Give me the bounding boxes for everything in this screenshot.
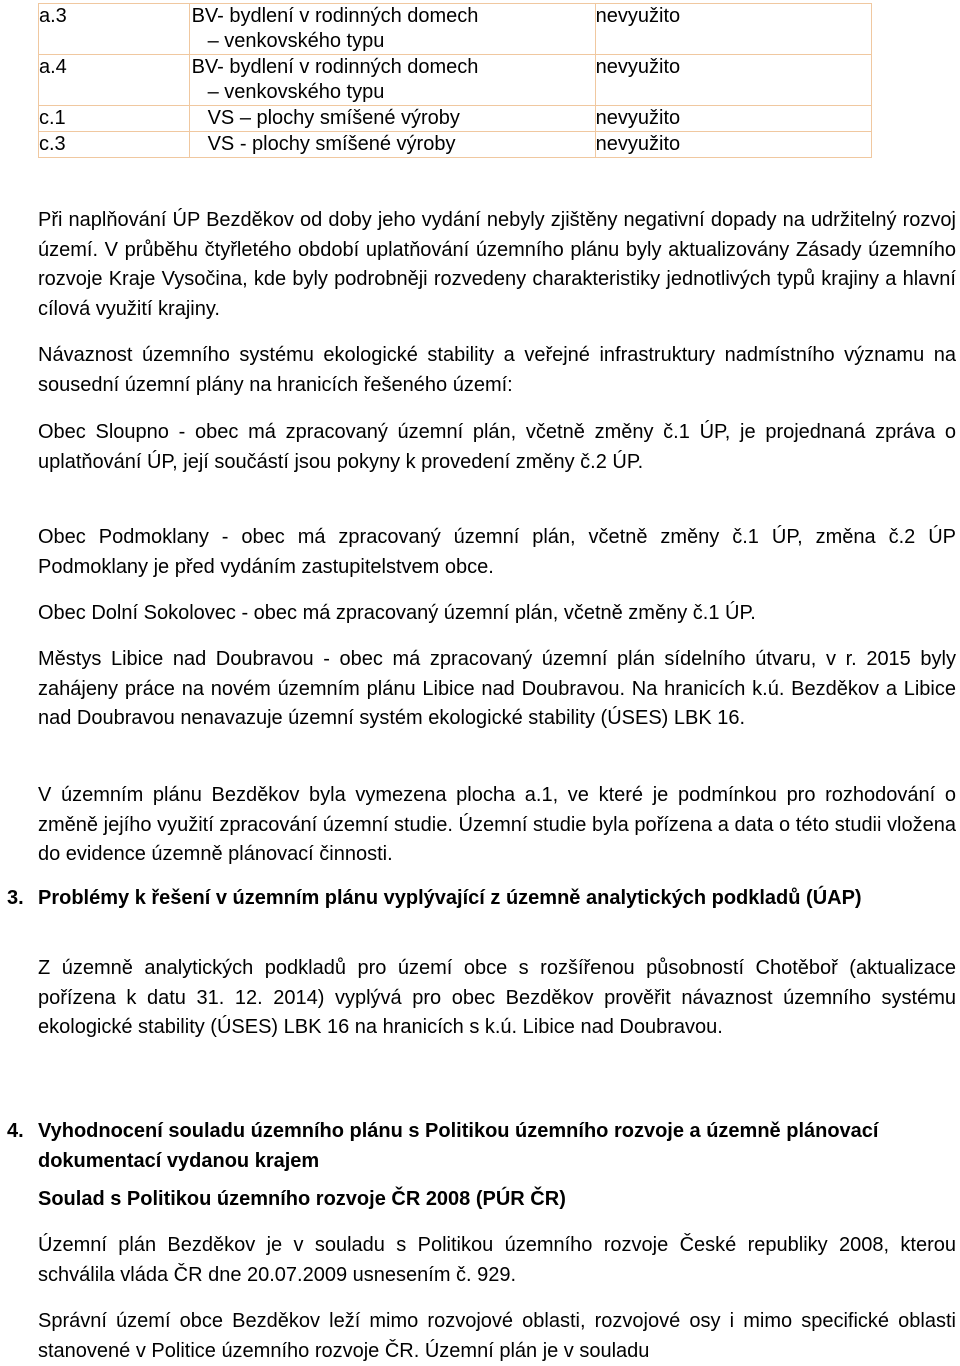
area-name-line1: BV- bydlení v rodinných domech <box>191 5 479 27</box>
table-row <box>39 106 872 132</box>
area-status <box>595 55 871 106</box>
area-code: c.1 <box>39 106 190 132</box>
area-name-line2: – venkovského typu <box>207 81 385 103</box>
paragraph-impacts: Při naplňování ÚP Bezděkov od doby jeho vydání nebyly zjištěny negativní dopady na udržitelný rozvoj území. V průběhu čtyřletého období uplatňování územního plánu byly aktualizovány Zásady územního rozvoje Kraje Vysočina, kde byly podrobněji rozvedeny charakteristiky jednotlivých typů krajiny a hlavní cílová využití krajiny. <box>38 209 956 320</box>
section-4-subheading: Soulad s Politikou územního rozvoje ČR 2008 (PÚR ČR) <box>38 1188 566 1210</box>
paragraph-dolni-sokolovec: Obec Dolní Sokolovec - obec má zpracovaný územní plán, včetně změny č.1 ÚP. <box>38 602 756 624</box>
area-status-text: nevyužito <box>595 56 681 78</box>
area-code: a.3 <box>39 4 190 55</box>
area-name-line1: VS – plochy smíšené výroby <box>207 107 460 129</box>
paragraph-podmoklany: Obec Podmoklany - obec má zpracovaný územní plán, včetně změny č.1 ÚP, změna č.2 ÚP Podmoklany je před vydáním zastupitelstvem obce. <box>38 526 956 578</box>
area-status <box>595 132 871 158</box>
table-row <box>39 55 872 106</box>
area-name-line1: VS - plochy smíšené výroby <box>207 133 456 155</box>
paragraph-continuity: Návaznost územního systému ekologické stability a veřejné infrastruktury nadmístního významu na sousední územní plány na hranicích řešeného území: <box>38 344 956 396</box>
paragraph-sloupno: Obec Sloupno - obec má zpracovaný územní plán, včetně změny č.1 ÚP, je projednaná zpráva o uplatňování ÚP, její součástí jsou pokyny k provedení změny č.2 ÚP. <box>38 421 956 473</box>
section-4-number: 4. <box>7 1120 24 1142</box>
area-status-text: nevyužito <box>595 133 681 155</box>
area-status <box>595 106 871 132</box>
table-row <box>39 4 872 55</box>
section-4-text-2: Správní území obce Bezděkov leží mimo rozvojové oblasti, rozvojové osy i mimo specifické oblasti stanovené v Politice územního rozvoje ČR. Územní plán je v souladu <box>38 1310 956 1362</box>
area-status <box>595 4 871 55</box>
paragraph-libice: Městys Libice nad Doubravou - obec má zpracovaný územní plán sídelního útvaru, v r. 2015 byly zahájeny práce na novém územním plánu Libice nad Doubravou. Na hranicích k.ú. Bezděkov a Libice nad Doubravou nenavazuje územní systém ekologické stability (ÚSES) LBK 16. <box>38 648 956 729</box>
area-code: a.4 <box>39 55 190 106</box>
table-row <box>39 132 872 158</box>
area-status-text: nevyužito <box>595 5 681 27</box>
area-status-text: nevyužito <box>595 107 681 129</box>
area-name <box>189 4 595 55</box>
section-3-text: Z územně analytických podkladů pro území obce s rozšířenou působností Chotěboř (aktualizace pořízena k datu 31. 12. 2014) vyplývá pro obec Bezděkov prověřit návaznost územního systému ekologické stability (ÚSES) LBK 16 na hranicích s k.ú. Libice nad Doubravou. <box>38 957 956 1038</box>
area-name-line2: – venkovského typu <box>207 30 385 52</box>
area-name <box>189 55 595 106</box>
section-4-text-1: Územní plán Bezděkov je v souladu s Politikou územního rozvoje České republiky 2008, kterou schválila vláda ČR dne 20.07.2009 usnesením č. 929. <box>38 1234 956 1286</box>
section-4-heading: Vyhodnocení souladu územního plánu s Politikou územního rozvoje a územně plánovací dokumentací vydanou krajem <box>38 1120 879 1172</box>
area-name <box>189 132 595 158</box>
section-3-heading: Problémy k řešení v územním plánu vyplývající z územně analytických podkladů (ÚAP) <box>38 887 862 909</box>
land-use-table <box>38 3 872 158</box>
area-name <box>189 106 595 132</box>
area-code: c.3 <box>39 132 190 158</box>
section-3-number: 3. <box>7 887 24 909</box>
area-name-line1: BV- bydlení v rodinných domech <box>191 56 479 78</box>
paragraph-study: V územním plánu Bezděkov byla vymezena plocha a.1, ve které je podmínkou pro rozhodování o změně jejího využití zpracování územní studie. Územní studie byla pořízena a data o této studii vložena do evidence územně plánovací činnosti. <box>38 784 956 865</box>
